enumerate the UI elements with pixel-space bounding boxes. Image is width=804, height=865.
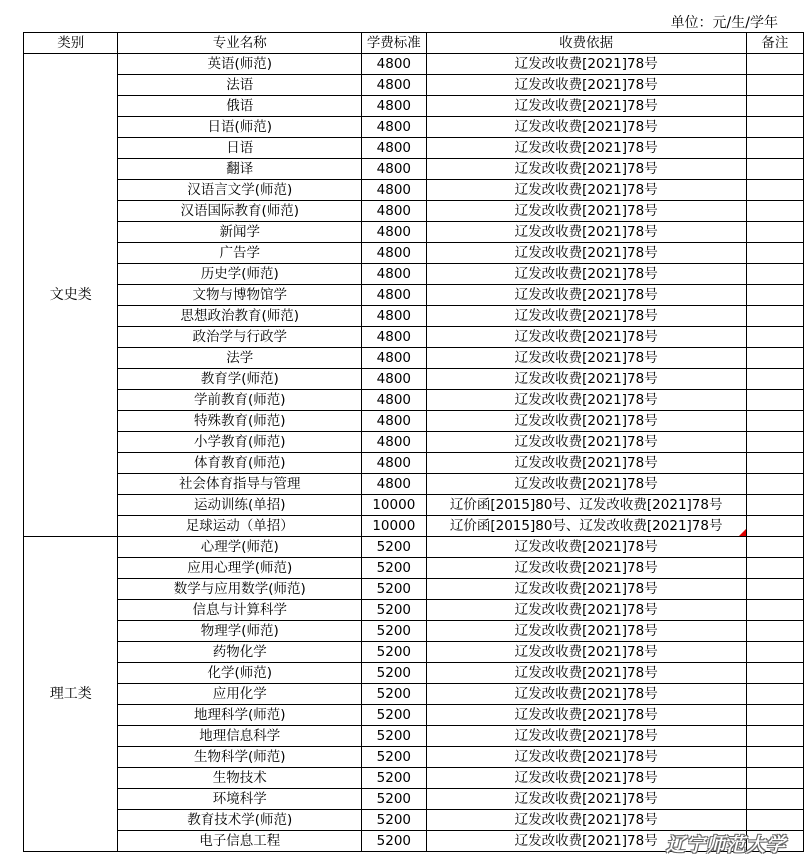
tuition-cell: 5200 bbox=[362, 831, 426, 852]
basis-text: 辽发改收费[2021]78号 bbox=[514, 560, 658, 576]
remarks-cell bbox=[746, 558, 803, 579]
major-name-cell: 汉语国际教育(师范) bbox=[118, 201, 362, 222]
basis-cell bbox=[426, 264, 746, 285]
table-row bbox=[24, 96, 804, 117]
tuition-cell: 4800 bbox=[362, 75, 426, 96]
major-name-cell: 物理学(师范) bbox=[118, 621, 362, 642]
table-row bbox=[24, 537, 804, 558]
basis-text: 辽发改收费[2021]78号 bbox=[514, 812, 658, 828]
basis-cell bbox=[426, 789, 746, 810]
table-row bbox=[24, 117, 804, 138]
tuition-cell: 4800 bbox=[362, 138, 426, 159]
table-row bbox=[24, 243, 804, 264]
basis-text: 辽发改收费[2021]78号 bbox=[514, 665, 658, 681]
basis-cell bbox=[426, 810, 746, 831]
basis-text: 辽发改收费[2021]78号 bbox=[514, 455, 658, 471]
basis-cell bbox=[426, 138, 746, 159]
basis-text: 辽发改收费[2021]78号 bbox=[514, 245, 658, 261]
basis-cell bbox=[426, 600, 746, 621]
tuition-cell: 4800 bbox=[362, 159, 426, 180]
header-category: 类别 bbox=[24, 33, 118, 54]
basis-text: 辽发改收费[2021]78号 bbox=[514, 266, 658, 282]
major-name-cell: 地理信息科学 bbox=[118, 726, 362, 747]
remarks-cell bbox=[746, 600, 803, 621]
major-name-cell: 汉语言文学(师范) bbox=[118, 180, 362, 201]
basis-cell bbox=[426, 726, 746, 747]
tuition-cell: 5200 bbox=[362, 705, 426, 726]
major-name-cell: 化学(师范) bbox=[118, 663, 362, 684]
basis-cell bbox=[426, 516, 746, 537]
basis-text: 辽发改收费[2021]78号 bbox=[514, 707, 658, 723]
table-row bbox=[24, 747, 804, 768]
basis-cell bbox=[426, 390, 746, 411]
basis-text: 辽发改收费[2021]78号 bbox=[514, 161, 658, 177]
basis-cell bbox=[426, 327, 746, 348]
major-name-cell: 社会体育指导与管理 bbox=[118, 474, 362, 495]
unit-label: 单位：元/生/学年 bbox=[670, 15, 778, 31]
table-row bbox=[24, 180, 804, 201]
tuition-cell: 4800 bbox=[362, 327, 426, 348]
basis-text: 辽发改收费[2021]78号 bbox=[514, 623, 658, 639]
remarks-cell bbox=[746, 75, 803, 96]
tuition-cell: 4800 bbox=[362, 453, 426, 474]
basis-cell bbox=[426, 705, 746, 726]
basis-text: 辽发改收费[2021]78号 bbox=[514, 140, 658, 156]
remarks-cell bbox=[746, 663, 803, 684]
basis-text: 辽发改收费[2021]78号 bbox=[514, 728, 658, 744]
table-row bbox=[24, 726, 804, 747]
tuition-cell: 4800 bbox=[362, 432, 426, 453]
remarks-cell bbox=[746, 306, 803, 327]
major-name-cell: 体育教育(师范) bbox=[118, 453, 362, 474]
major-name-cell: 思想政治教育(师范) bbox=[118, 306, 362, 327]
table-row bbox=[24, 579, 804, 600]
tuition-cell: 5200 bbox=[362, 621, 426, 642]
major-name-cell: 日语(师范) bbox=[118, 117, 362, 138]
tuition-cell: 5200 bbox=[362, 810, 426, 831]
remarks-cell bbox=[746, 96, 803, 117]
basis-text: 辽发改收费[2021]78号 bbox=[514, 644, 658, 660]
basis-text: 辽发改收费[2021]78号 bbox=[514, 371, 658, 387]
basis-text: 辽发改收费[2021]78号 bbox=[514, 56, 658, 72]
major-name-cell: 足球运动（单招） bbox=[118, 516, 362, 537]
basis-text: 辽发改收费[2021]78号 bbox=[514, 119, 658, 135]
major-name-cell: 心理学(师范) bbox=[118, 537, 362, 558]
basis-cell bbox=[426, 642, 746, 663]
basis-cell bbox=[426, 222, 746, 243]
remarks-cell bbox=[746, 117, 803, 138]
tuition-cell: 5200 bbox=[362, 789, 426, 810]
major-name-cell: 信息与计算科学 bbox=[118, 600, 362, 621]
basis-cell bbox=[426, 684, 746, 705]
header-major-name: 专业名称 bbox=[118, 33, 362, 54]
major-name-cell: 药物化学 bbox=[118, 642, 362, 663]
basis-text: 辽发改收费[2021]78号 bbox=[514, 392, 658, 408]
table-row bbox=[24, 285, 804, 306]
remarks-cell bbox=[746, 810, 803, 831]
category-cell: 文史类 bbox=[24, 54, 118, 537]
remarks-cell bbox=[746, 705, 803, 726]
remarks-cell bbox=[746, 516, 803, 537]
basis-cell bbox=[426, 306, 746, 327]
tuition-cell: 4800 bbox=[362, 201, 426, 222]
tuition-cell: 5200 bbox=[362, 684, 426, 705]
basis-text: 辽发改收费[2021]78号 bbox=[514, 77, 658, 93]
remarks-cell bbox=[746, 579, 803, 600]
tuition-table bbox=[23, 32, 804, 852]
basis-text: 辽发改收费[2021]78号 bbox=[514, 287, 658, 303]
tuition-cell: 5200 bbox=[362, 579, 426, 600]
basis-text: 辽发改收费[2021]78号 bbox=[514, 749, 658, 765]
table-row bbox=[24, 684, 804, 705]
table-body bbox=[24, 54, 804, 852]
remarks-cell bbox=[746, 285, 803, 306]
major-name-cell: 特殊教育(师范) bbox=[118, 411, 362, 432]
tuition-cell: 4800 bbox=[362, 180, 426, 201]
major-name-cell: 应用心理学(师范) bbox=[118, 558, 362, 579]
tuition-cell: 4800 bbox=[362, 474, 426, 495]
remarks-cell bbox=[746, 537, 803, 558]
basis-text: 辽发改收费[2021]78号 bbox=[514, 770, 658, 786]
table-row bbox=[24, 558, 804, 579]
tuition-cell: 5200 bbox=[362, 663, 426, 684]
table-row bbox=[24, 768, 804, 789]
table-row bbox=[24, 453, 804, 474]
basis-cell bbox=[426, 537, 746, 558]
table-row bbox=[24, 474, 804, 495]
basis-cell bbox=[426, 432, 746, 453]
category-cell: 理工类 bbox=[24, 537, 118, 852]
basis-text: 辽发改收费[2021]78号 bbox=[514, 434, 658, 450]
basis-text: 辽发改收费[2021]78号 bbox=[514, 833, 658, 849]
basis-cell bbox=[426, 747, 746, 768]
remarks-cell bbox=[746, 726, 803, 747]
header-basis: 收费依据 bbox=[426, 33, 746, 54]
remarks-cell bbox=[746, 138, 803, 159]
basis-text: 辽发改收费[2021]78号 bbox=[514, 98, 658, 114]
major-name-cell: 法学 bbox=[118, 348, 362, 369]
basis-cell bbox=[426, 75, 746, 96]
remarks-cell bbox=[746, 642, 803, 663]
table-row bbox=[24, 642, 804, 663]
tuition-cell: 5200 bbox=[362, 747, 426, 768]
tuition-cell: 4800 bbox=[362, 117, 426, 138]
table-row bbox=[24, 369, 804, 390]
table-row bbox=[24, 516, 804, 537]
table-row bbox=[24, 201, 804, 222]
major-name-cell: 小学教育(师范) bbox=[118, 432, 362, 453]
remarks-cell bbox=[746, 264, 803, 285]
remarks-cell bbox=[746, 789, 803, 810]
header-tuition: 学费标准 bbox=[362, 33, 426, 54]
remarks-cell bbox=[746, 180, 803, 201]
major-name-cell: 文物与博物馆学 bbox=[118, 285, 362, 306]
major-name-cell: 俄语 bbox=[118, 96, 362, 117]
major-name-cell: 运动训练(单招) bbox=[118, 495, 362, 516]
basis-cell bbox=[426, 201, 746, 222]
remarks-cell bbox=[746, 54, 803, 75]
major-name-cell: 电子信息工程 bbox=[118, 831, 362, 852]
basis-text: 辽价函[2015]80号、辽发改收费[2021]78号 bbox=[449, 497, 723, 513]
table-row bbox=[24, 138, 804, 159]
basis-cell bbox=[426, 369, 746, 390]
basis-cell bbox=[426, 495, 746, 516]
tuition-cell: 4800 bbox=[362, 306, 426, 327]
major-name-cell: 新闻学 bbox=[118, 222, 362, 243]
tuition-cell: 4800 bbox=[362, 285, 426, 306]
table-row bbox=[24, 390, 804, 411]
remarks-cell bbox=[746, 243, 803, 264]
basis-text: 辽发改收费[2021]78号 bbox=[514, 686, 658, 702]
basis-cell bbox=[426, 621, 746, 642]
remarks-cell bbox=[746, 201, 803, 222]
basis-text: 辽发改收费[2021]78号 bbox=[514, 308, 658, 324]
basis-cell bbox=[426, 180, 746, 201]
major-name-cell: 英语(师范) bbox=[118, 54, 362, 75]
basis-cell bbox=[426, 96, 746, 117]
basis-text: 辽发改收费[2021]78号 bbox=[514, 581, 658, 597]
table-row bbox=[24, 159, 804, 180]
major-name-cell: 数学与应用数学(师范) bbox=[118, 579, 362, 600]
basis-text: 辽发改收费[2021]78号 bbox=[514, 224, 658, 240]
header-remarks: 备注 bbox=[746, 33, 803, 54]
basis-text: 辽发改收费[2021]78号 bbox=[514, 476, 658, 492]
table-row bbox=[24, 705, 804, 726]
tuition-cell: 5200 bbox=[362, 558, 426, 579]
table-row bbox=[24, 495, 804, 516]
tuition-cell: 10000 bbox=[362, 495, 426, 516]
major-name-cell: 政治学与行政学 bbox=[118, 327, 362, 348]
tuition-cell: 4800 bbox=[362, 390, 426, 411]
basis-text: 辽发改收费[2021]78号 bbox=[514, 413, 658, 429]
table-row bbox=[24, 75, 804, 96]
table-row bbox=[24, 411, 804, 432]
major-name-cell: 应用化学 bbox=[118, 684, 362, 705]
remarks-cell bbox=[746, 348, 803, 369]
tuition-cell: 4800 bbox=[362, 96, 426, 117]
basis-cell bbox=[426, 285, 746, 306]
basis-text: 辽发改收费[2021]78号 bbox=[514, 329, 658, 345]
tuition-cell: 5200 bbox=[362, 642, 426, 663]
remarks-cell bbox=[746, 495, 803, 516]
basis-text: 辽发改收费[2021]78号 bbox=[514, 539, 658, 555]
remarks-cell bbox=[746, 453, 803, 474]
major-name-cell: 广告学 bbox=[118, 243, 362, 264]
basis-cell bbox=[426, 117, 746, 138]
table-row bbox=[24, 432, 804, 453]
basis-cell bbox=[426, 558, 746, 579]
watermark-logo: 辽宁师范大学 bbox=[665, 834, 786, 856]
major-name-cell: 教育技术学(师范) bbox=[118, 810, 362, 831]
major-name-cell: 生物科学(师范) bbox=[118, 747, 362, 768]
remarks-cell bbox=[746, 621, 803, 642]
table-row bbox=[24, 348, 804, 369]
basis-text: 辽价函[2015]80号、辽发改收费[2021]78号 bbox=[449, 518, 723, 534]
basis-text: 辽发改收费[2021]78号 bbox=[514, 602, 658, 618]
tuition-cell: 4800 bbox=[362, 369, 426, 390]
major-name-cell: 地理科学(师范) bbox=[118, 705, 362, 726]
remarks-cell bbox=[746, 390, 803, 411]
major-name-cell: 历史学(师范) bbox=[118, 264, 362, 285]
table-row bbox=[24, 621, 804, 642]
basis-text: 辽发改收费[2021]78号 bbox=[514, 791, 658, 807]
tuition-cell: 5200 bbox=[362, 600, 426, 621]
remarks-cell bbox=[746, 684, 803, 705]
major-name-cell: 教育学(师范) bbox=[118, 369, 362, 390]
basis-cell bbox=[426, 243, 746, 264]
basis-cell bbox=[426, 474, 746, 495]
table-row bbox=[24, 54, 804, 75]
tuition-cell: 4800 bbox=[362, 243, 426, 264]
tuition-cell: 4800 bbox=[362, 222, 426, 243]
remarks-cell bbox=[746, 411, 803, 432]
tuition-cell: 4800 bbox=[362, 411, 426, 432]
table-row bbox=[24, 600, 804, 621]
remarks-cell bbox=[746, 222, 803, 243]
remarks-cell bbox=[746, 327, 803, 348]
remarks-cell bbox=[746, 474, 803, 495]
basis-text: 辽发改收费[2021]78号 bbox=[514, 350, 658, 366]
tuition-cell: 4800 bbox=[362, 54, 426, 75]
basis-cell bbox=[426, 54, 746, 75]
major-name-cell: 法语 bbox=[118, 75, 362, 96]
remarks-cell bbox=[746, 159, 803, 180]
comment-indicator-icon bbox=[739, 529, 746, 536]
major-name-cell: 翻译 bbox=[118, 159, 362, 180]
table-row bbox=[24, 306, 804, 327]
major-name-cell: 学前教育(师范) bbox=[118, 390, 362, 411]
basis-text: 辽发改收费[2021]78号 bbox=[514, 203, 658, 219]
basis-cell bbox=[426, 348, 746, 369]
table-header-row bbox=[24, 33, 804, 54]
basis-cell bbox=[426, 159, 746, 180]
tuition-cell: 10000 bbox=[362, 516, 426, 537]
basis-cell bbox=[426, 663, 746, 684]
tuition-cell: 4800 bbox=[362, 264, 426, 285]
basis-cell bbox=[426, 411, 746, 432]
remarks-cell bbox=[746, 768, 803, 789]
major-name-cell: 日语 bbox=[118, 138, 362, 159]
basis-cell bbox=[426, 579, 746, 600]
table-row bbox=[24, 810, 804, 831]
basis-text: 辽发改收费[2021]78号 bbox=[514, 182, 658, 198]
remarks-cell bbox=[746, 369, 803, 390]
table-row bbox=[24, 264, 804, 285]
table-row bbox=[24, 789, 804, 810]
basis-cell bbox=[426, 768, 746, 789]
remarks-cell bbox=[746, 432, 803, 453]
table-row bbox=[24, 663, 804, 684]
major-name-cell: 生物技术 bbox=[118, 768, 362, 789]
tuition-cell: 5200 bbox=[362, 768, 426, 789]
table-row bbox=[24, 222, 804, 243]
table-row bbox=[24, 327, 804, 348]
tuition-cell: 5200 bbox=[362, 726, 426, 747]
remarks-cell bbox=[746, 747, 803, 768]
basis-cell bbox=[426, 453, 746, 474]
tuition-cell: 4800 bbox=[362, 348, 426, 369]
tuition-cell: 5200 bbox=[362, 537, 426, 558]
major-name-cell: 环境科学 bbox=[118, 789, 362, 810]
